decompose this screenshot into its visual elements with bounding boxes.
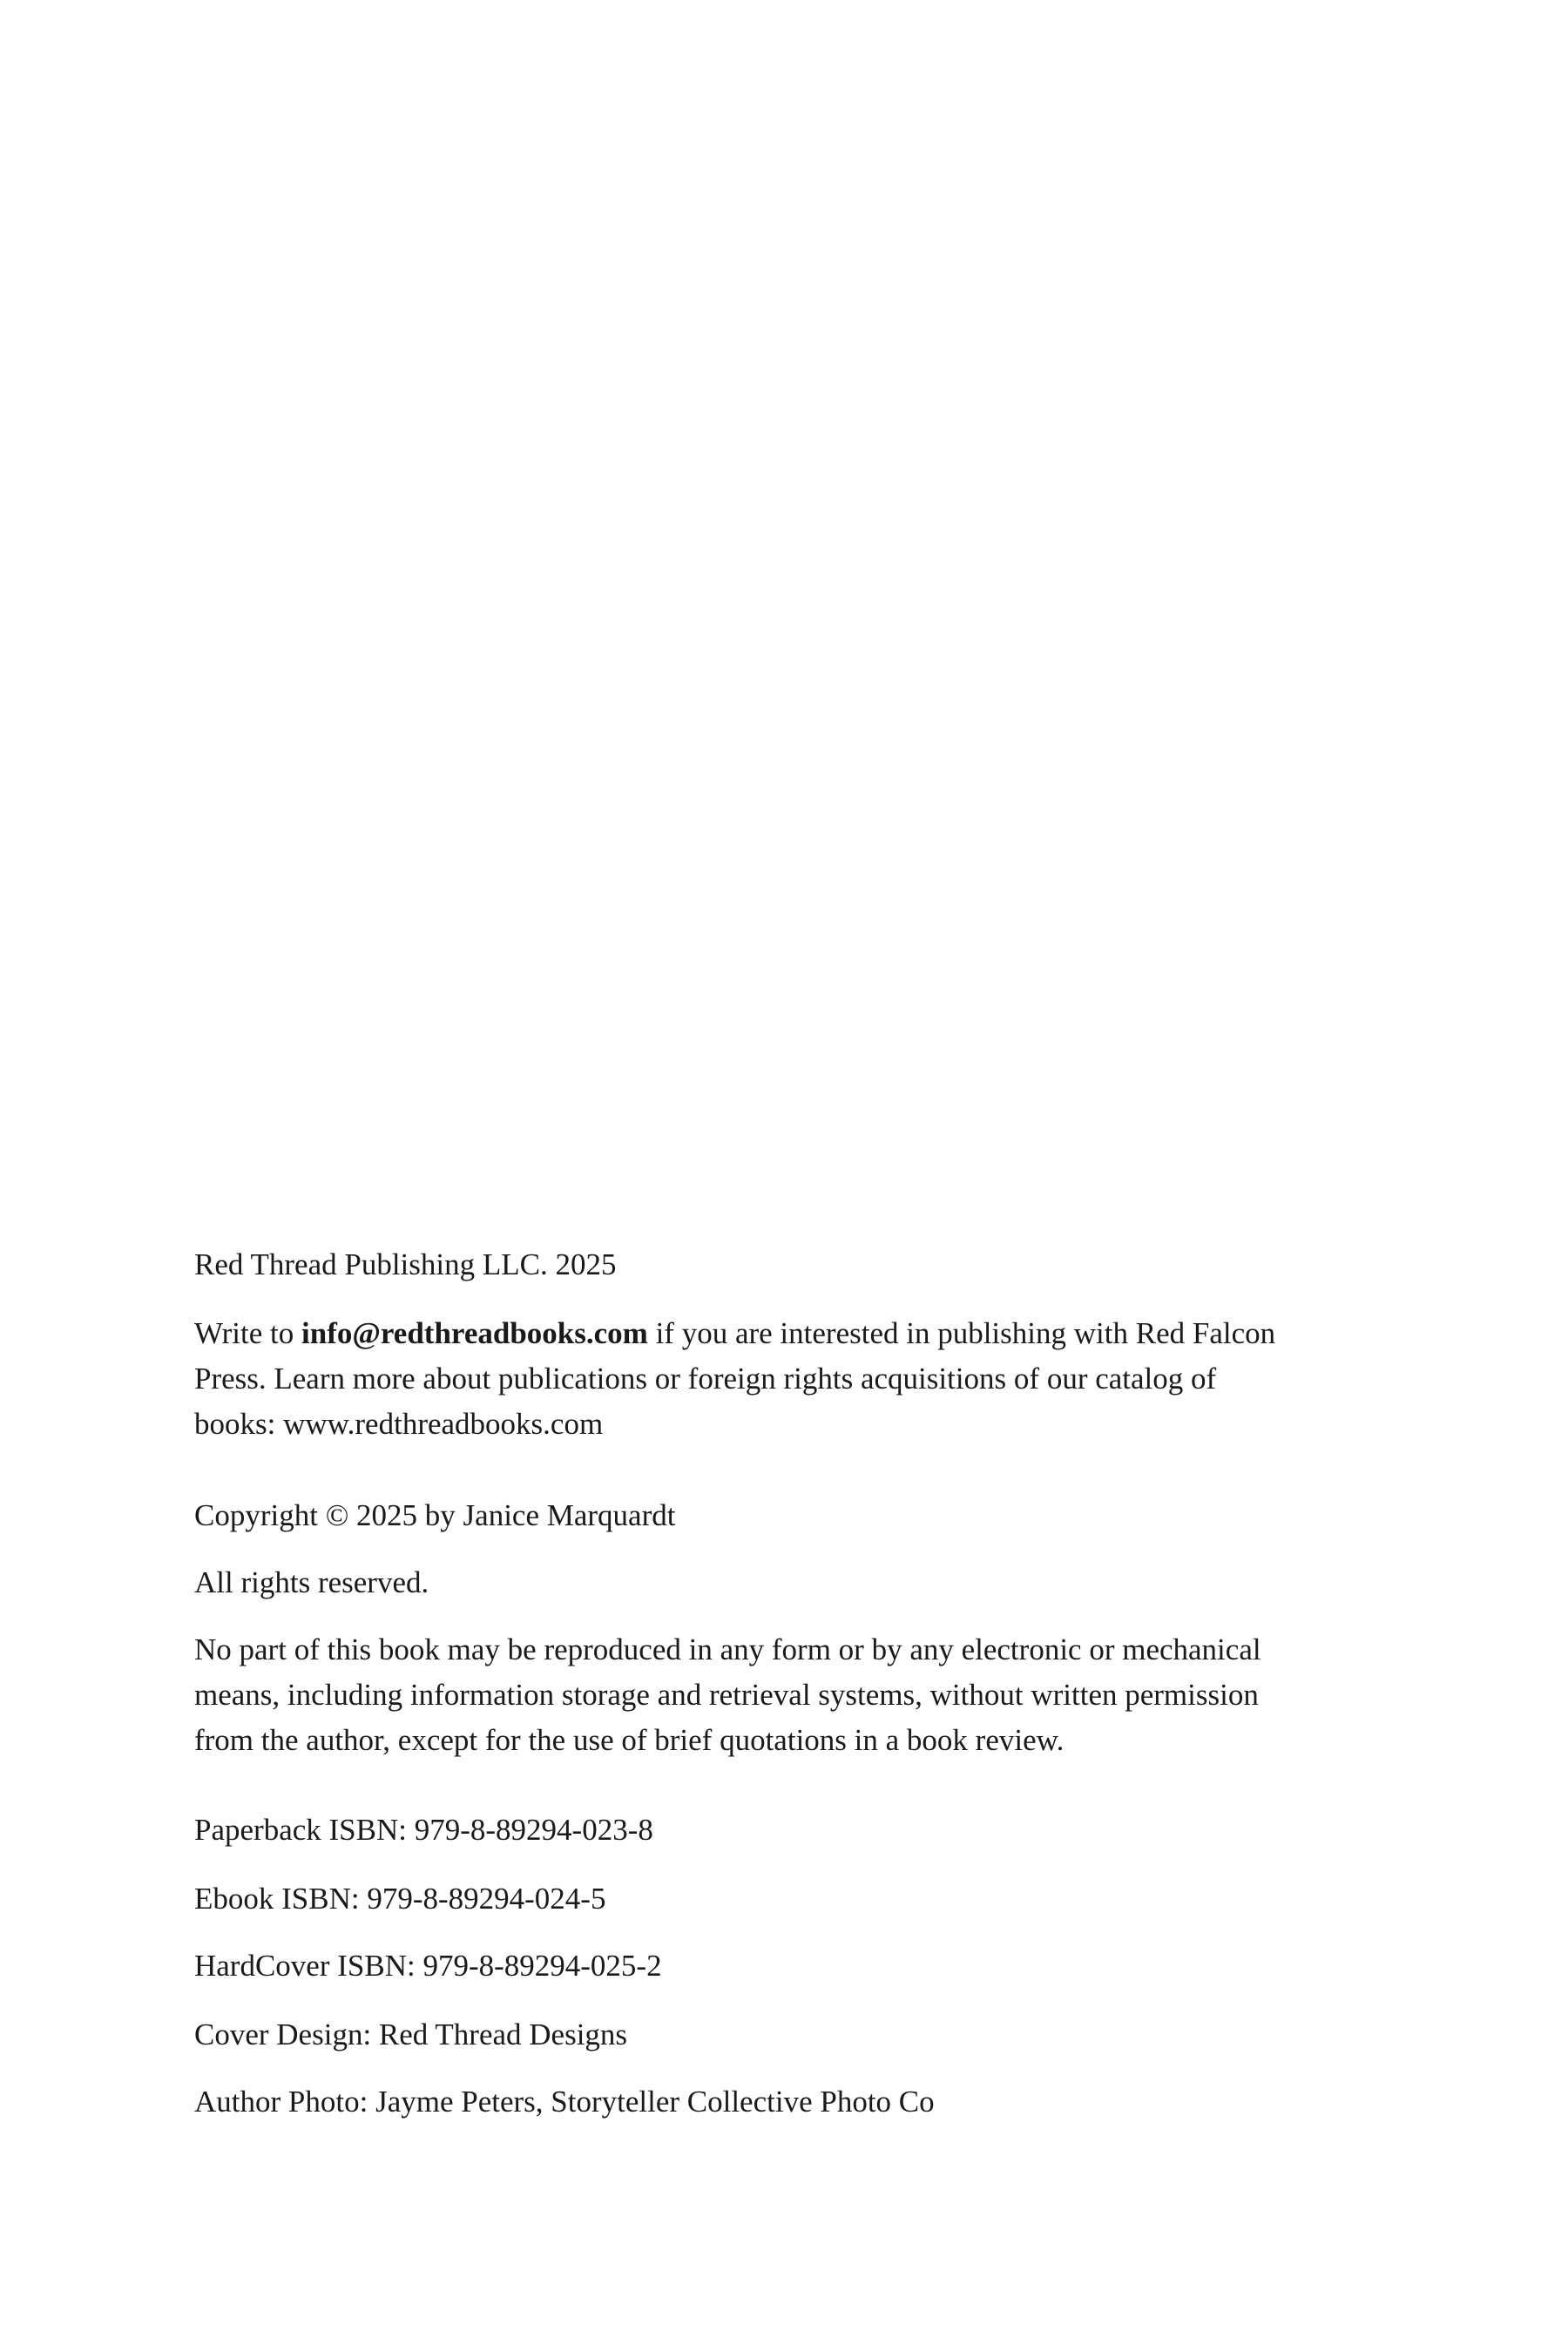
credit-line: Author Photo: Jayme Peters, Storyteller Collective Photo Co	[194, 2085, 935, 2119]
contact-paragraph	[194, 1311, 1275, 1447]
rights-text: All rights reserved.	[194, 1565, 429, 1599]
cover-design-credit	[194, 2012, 627, 2058]
credit-line: Cover Design: Red Thread Designs	[194, 2017, 628, 2051]
credit-line: Paperback ISBN: 979-8-89294-023-8	[194, 1813, 653, 1847]
contact-suffix: if you are interested in publishing with Red Falcon	[647, 1316, 1276, 1350]
contact-email: info@redthreadbooks.com	[301, 1316, 648, 1350]
notice-line: means, including information storage and retrieval systems, without written permission	[194, 1678, 1259, 1712]
hardcover-isbn	[194, 1943, 662, 1989]
paperback-isbn	[194, 1808, 653, 1853]
contact-prefix: Write to	[194, 1316, 301, 1350]
rights-line	[194, 1560, 429, 1605]
contact-line-2: Press. Learn more about publications or foreign rights acquisitions of our catalog of	[194, 1362, 1217, 1396]
credit-line: HardCover ISBN: 979-8-89294-025-2	[194, 1949, 662, 1983]
author-photo-credit	[194, 2079, 935, 2125]
credit-line: Ebook ISBN: 979-8-89294-024-5	[194, 1882, 606, 1916]
ebook-isbn	[194, 1876, 605, 1922]
contact-line-1	[194, 1311, 1275, 1356]
copyright-text: Copyright © 2025 by Janice Marquardt	[194, 1498, 676, 1532]
publisher-line	[194, 1242, 616, 1288]
notice-paragraph	[194, 1627, 1261, 1763]
notice-line: No part of this book may be reproduced in any form or by any electronic or mechanical	[194, 1632, 1261, 1666]
copyright-line	[194, 1493, 675, 1538]
contact-line-3: books: www.redthreadbooks.com	[194, 1407, 604, 1441]
notice-line: from the author, except for the use of brief quotations in a book review.	[194, 1723, 1064, 1757]
publisher-text: Red Thread Publishing LLC. 2025	[194, 1247, 617, 1281]
